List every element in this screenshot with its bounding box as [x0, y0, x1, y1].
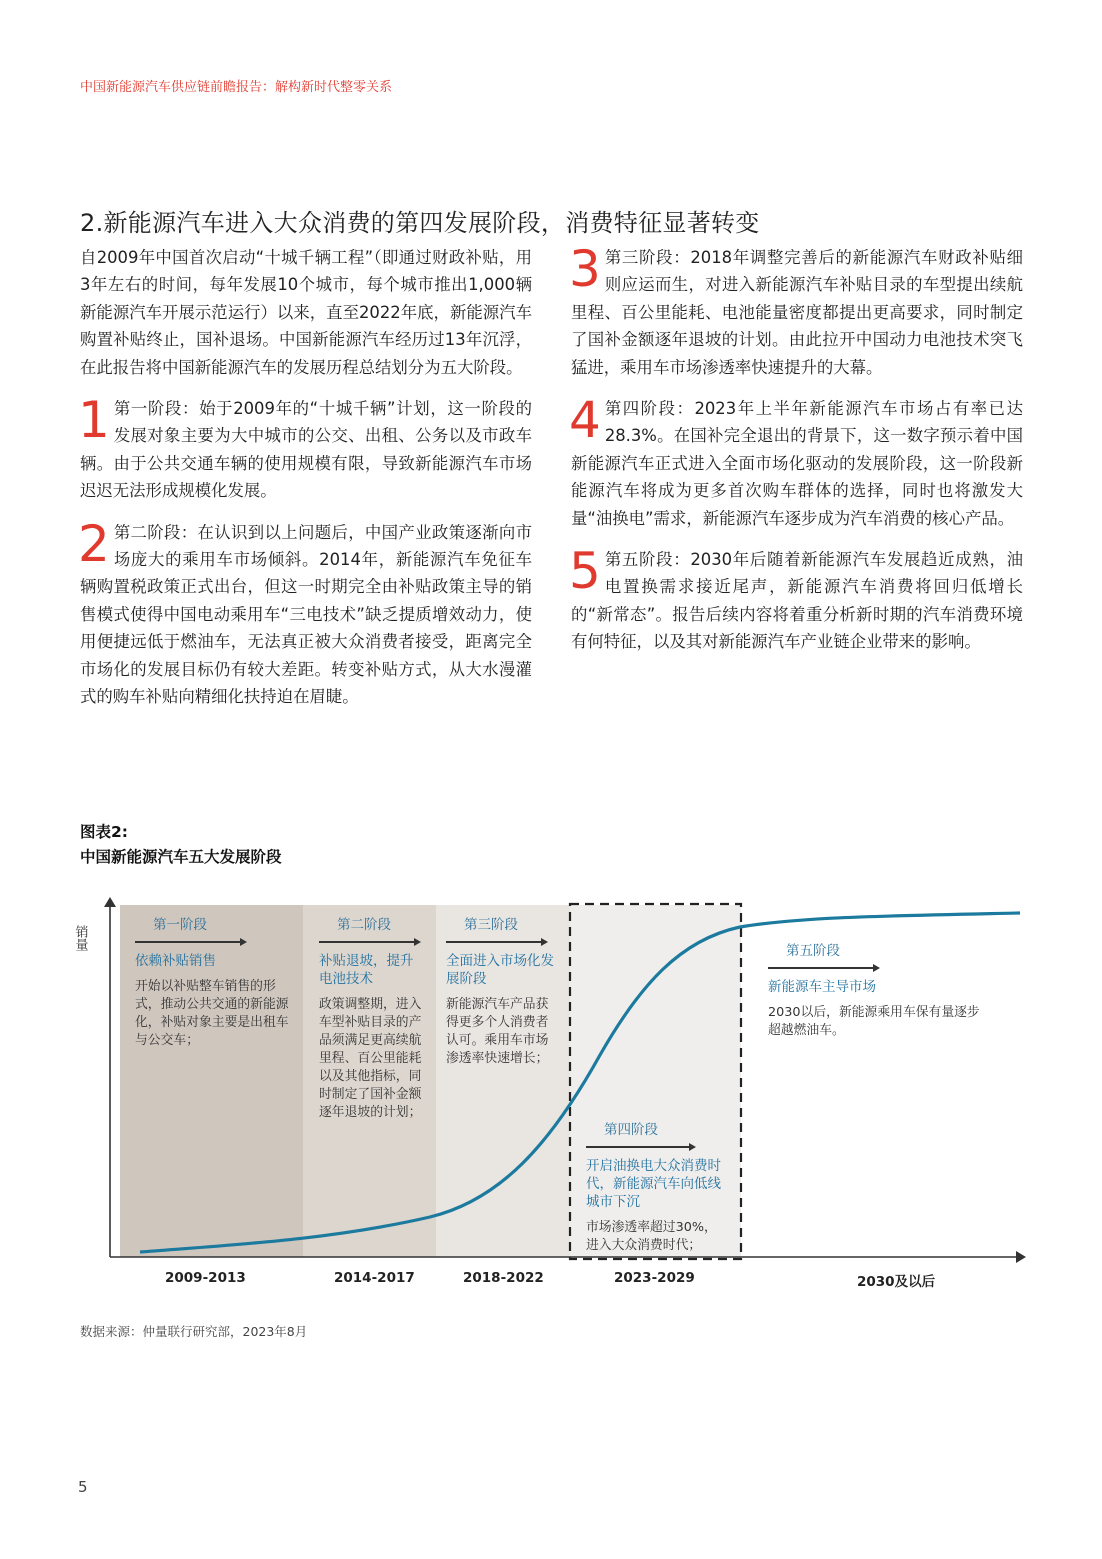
stage-paragraph-2: [78, 514, 532, 711]
running-header: 中国新能源汽车供应链前瞻报告：解构新时代整零关系: [80, 80, 393, 95]
stage-block-3: [446, 917, 554, 1068]
stage-block-1: [135, 917, 297, 1050]
left-column: [80, 244, 532, 725]
page-number: 5: [78, 1478, 88, 1496]
stage-number-4: 4: [569, 391, 601, 450]
stage-2-description: 政策调整期，进入车型补贴目录的产品须满足更高续航里程、百公里能耗以及其他指标，同时制定了国补金额逐年退坡的计划；: [319, 997, 422, 1120]
figure-number: 图表2:: [80, 823, 128, 841]
stage-1-name: 第一阶段: [153, 917, 207, 933]
stage-block-5: [768, 943, 983, 1040]
stage-number-3: 3: [569, 240, 601, 298]
stage-5-description: 2030以后，新能源乘用车保有量逐步超越燃油车。: [768, 1005, 980, 1038]
stage-paragraph-1: [78, 391, 532, 505]
stage-text-2: 第二阶段：在认识到以上问题后，中国产业政策逐渐向市场庞大的乘用车市场倾斜。2014年，新能源汽车免征车辆购置税政策正式出台，但这一时期完全由补贴政策主导的销售模式使得中国电动乘用车“三电技术”缺乏提质增效动力，使用便捷远低于燃油车，无法真正被大众消费者接受，距离完全市场化的发展目标仍有较大差距。转变补贴方式，从大水漫灌式的购车补贴向精细化扶持迫在眉睫。: [80, 522, 532, 707]
y-axis-label: 销量: [72, 925, 88, 951]
intro-paragraph: 自2009年中国首次启动“十城千辆工程”（即通过财政补贴，用3年左右的时间，每年发展10个城市，每个城市推出1,000辆新能源汽车开展示范运行）以来，直至2022年底，新能源汽车购置补贴终止，国补退场。中国新能源汽车经历过13年沉浮，在此报告将中国新能源汽车的发展历程总结划分为五大阶段。: [80, 248, 532, 377]
stage-text-1: 第一阶段：始于2009年的“十城千辆”计划，这一阶段的发展对象主要为大中城市的公交、出租、公务以及市政车辆。由于公共交通车辆的使用规模有限，导致新能源汽车市场迟迟无法形成规模化发展。: [80, 399, 532, 501]
stage-text-4: 第四阶段：2023年上半年新能源汽车市场占有率已达28.3%。在国补完全退出的背景下，这一数字预示着中国新能源汽车正式进入全面市场化驱动的发展阶段，这一阶段新能源汽车将成为更多首次购车群体的选择，同时也将激发大量“油换电”需求，新能源汽车逐步成为汽车消费的核心产品。: [571, 399, 1023, 528]
data-source-note: 数据来源：仲量联行研究部，2023年8月: [80, 1324, 308, 1339]
x-tick-label-2: 2014-2017: [334, 1270, 415, 1286]
stage-3-arrow-icon: [446, 938, 546, 946]
figure-title: 中国新能源汽车五大发展阶段: [80, 848, 282, 866]
stage-2-headline: 补贴退坡，提升电池技术: [319, 953, 414, 987]
stage-3-name: 第三阶段: [464, 917, 518, 933]
x-tick-label-3: 2018-2022: [463, 1270, 544, 1286]
stage-4-description: 市场渗透率超过30%，进入大众消费时代；: [586, 1220, 717, 1253]
right-column: [569, 240, 1023, 670]
x-tick-label-5: 2030及以后: [857, 1274, 936, 1290]
stage-block-2: [319, 917, 423, 1122]
stage-1-arrow-icon: [135, 938, 245, 946]
stage-2-arrow-icon: [319, 938, 419, 946]
x-tick-label-1: 2009-2013: [165, 1270, 246, 1286]
stage-number-2: 2: [78, 514, 110, 573]
x-tick-label-4: 2023-2029: [614, 1270, 695, 1286]
section-title: 2.新能源汽车进入大众消费的第四发展阶段，消费特征显著转变: [80, 209, 760, 237]
stage-paragraph-3: [569, 240, 1023, 381]
y-axis-arrow: [104, 897, 116, 907]
stage-5-arrow-icon: [768, 964, 878, 972]
stage-number-5: 5: [569, 542, 601, 601]
stage-5-headline: 新能源车主导市场: [768, 979, 876, 995]
stage-paragraph-5: [569, 542, 1023, 656]
x-axis-arrow: [1016, 1251, 1026, 1263]
stage-text-5: 第五阶段：2030年后随着新能源汽车发展趋近成熟，油电置换需求接近尾声，新能源汽车消费将回归低增长的“新常态”。报告后续内容将着重分析新时期的汽车消费环境有何特征，以及其对新能源汽车产业链企业带来的影响。: [571, 550, 1023, 652]
stage-paragraph-4: [569, 391, 1023, 532]
stage-block-4: [586, 1122, 726, 1255]
stage-3-headline: 全面进入市场化发展阶段: [446, 953, 554, 987]
stage-1-description: 开始以补贴整车销售的形式，推动公共交通的新能源化，补贴对象主要是出租车与公交车；: [135, 979, 289, 1048]
stage-number-1: 1: [78, 391, 110, 450]
stage-4-name: 第四阶段: [604, 1122, 658, 1138]
stage-5-name: 第五阶段: [786, 943, 840, 959]
stage-4-arrow-icon: [586, 1143, 694, 1151]
stage-3-description: 新能源汽车产品获得更多个人消费者认可。乘用车市场渗透率快速增长；: [446, 997, 549, 1066]
stage-4-headline: 开启油换电大众消费时代，新能源汽车向低线城市下沉: [586, 1158, 721, 1210]
stage-2-name: 第二阶段: [337, 917, 391, 933]
stage-1-headline: 依赖补贴销售: [135, 953, 216, 969]
stage-text-3: 第三阶段：2018年调整完善后的新能源汽车财政补贴细则应运而生，对进入新能源汽车补贴目录的车型提出续航里程、百公里能耗、电池能量密度都提出更高要求，同时制定了国补金额逐年退坡的计划。由此拉开中国动力电池技术突飞猛进，乘用车市场渗透率快速提升的大幕。: [571, 248, 1023, 377]
figure-label: [80, 820, 282, 870]
